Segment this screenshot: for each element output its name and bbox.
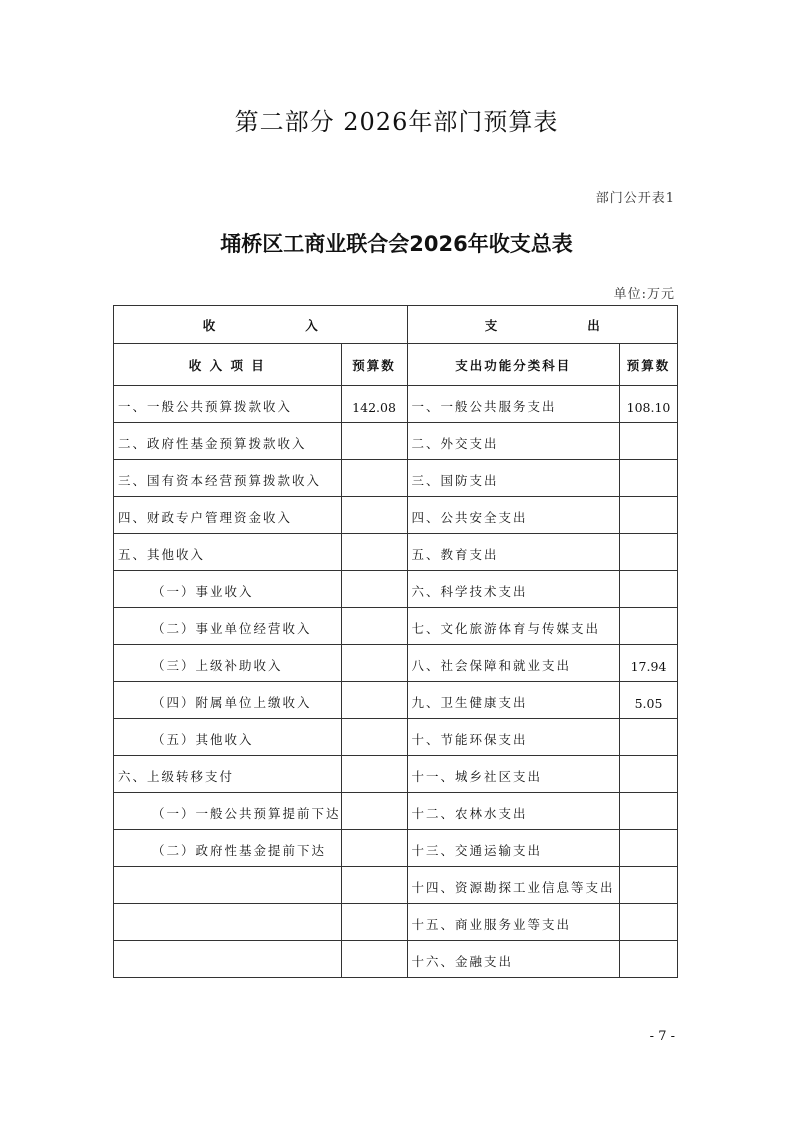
income-section-header — [114, 306, 408, 344]
income-amount-cell — [341, 571, 407, 608]
expense-amount-cell — [620, 571, 678, 608]
income-item-cell: （一）事业收入 — [114, 571, 342, 608]
expense-item-cell: 一、一般公共服务支出 — [407, 386, 620, 423]
expense-amount-cell — [620, 608, 678, 645]
expense-item-cell: 二、外交支出 — [407, 423, 620, 460]
expense-amount-cell: 5.05 — [620, 682, 678, 719]
income-amount-cell — [341, 534, 407, 571]
income-item-cell: （二）事业单位经营收入 — [114, 608, 342, 645]
expense-item-cell: 九、卫生健康支出 — [407, 682, 620, 719]
income-item-cell: （一）一般公共预算提前下达 — [114, 793, 342, 830]
income-header-char: 收 — [202, 317, 216, 333]
income-amount-cell — [341, 867, 407, 904]
table-row — [114, 867, 678, 904]
expense-amount-cell — [620, 867, 678, 904]
income-item-cell: 二、政府性基金预算拨款收入 — [114, 423, 342, 460]
income-item-cell: 三、国有资本经营预算拨款收入 — [114, 460, 342, 497]
table-row — [114, 645, 678, 682]
table-row — [114, 534, 678, 571]
table-row — [114, 682, 678, 719]
table-row — [114, 941, 678, 978]
income-amount-cell — [341, 423, 407, 460]
income-item-header: 收 入 项 目 — [114, 344, 342, 386]
income-amount-cell: 142.08 — [341, 386, 407, 423]
expense-item-cell: 六、科学技术支出 — [407, 571, 620, 608]
income-header-char: 入 — [305, 317, 318, 333]
expense-item-cell: 十六、金融支出 — [407, 941, 620, 978]
expense-amount-header: 预算数 — [620, 344, 678, 386]
income-item-cell: （四）附属单位上缴收入 — [114, 682, 342, 719]
expense-item-cell: 三、国防支出 — [407, 460, 620, 497]
expense-item-cell: 十二、农林水支出 — [407, 793, 620, 830]
income-amount-cell — [341, 830, 407, 867]
income-amount-cell — [341, 756, 407, 793]
expense-amount-cell — [620, 830, 678, 867]
income-item-cell: （三）上级补助收入 — [114, 645, 342, 682]
expense-amount-cell — [620, 793, 678, 830]
expense-amount-cell — [620, 904, 678, 941]
table-title: 埇桥区工商业联合会2026年收支总表 — [220, 232, 573, 256]
part-title: 第二部分 2026年部门预算表 — [234, 108, 559, 136]
header-row-columns — [114, 344, 678, 386]
table-row — [114, 793, 678, 830]
income-amount-cell — [341, 682, 407, 719]
table-row — [114, 460, 678, 497]
unit-label: 单位:万元 — [613, 287, 675, 302]
expense-item-cell: 七、文化旅游体育与传媒支出 — [407, 608, 620, 645]
income-amount-cell — [341, 608, 407, 645]
expense-header-char: 出 — [587, 317, 600, 333]
table-row — [114, 756, 678, 793]
income-amount-cell — [341, 904, 407, 941]
expense-amount-cell — [620, 719, 678, 756]
table-number: 部门公开表1 — [595, 191, 675, 206]
expense-item-cell: 五、教育支出 — [407, 534, 620, 571]
expense-item-header: 支出功能分类科目 — [407, 344, 620, 386]
expense-amount-cell — [620, 423, 678, 460]
expense-item-cell: 十五、商业服务业等支出 — [407, 904, 620, 941]
income-amount-cell — [341, 793, 407, 830]
page-number: - 7 - — [649, 1029, 675, 1044]
table-row — [114, 423, 678, 460]
table-row — [114, 608, 678, 645]
expense-amount-cell — [620, 460, 678, 497]
income-item-cell: 六、上级转移支付 — [114, 756, 342, 793]
header-row-sections — [114, 306, 678, 344]
expense-header-char: 支 — [484, 317, 498, 333]
table-row — [114, 386, 678, 423]
income-amount-cell — [341, 460, 407, 497]
expense-item-cell: 八、社会保障和就业支出 — [407, 645, 620, 682]
table-row — [114, 719, 678, 756]
income-item-cell: 一、一般公共预算拨款收入 — [114, 386, 342, 423]
income-amount-cell — [341, 497, 407, 534]
expense-item-cell: 十一、城乡社区支出 — [407, 756, 620, 793]
income-amount-cell — [341, 941, 407, 978]
expense-amount-cell — [620, 941, 678, 978]
expense-amount-cell — [620, 497, 678, 534]
expense-amount-cell — [620, 756, 678, 793]
table-row — [114, 571, 678, 608]
income-item-cell — [114, 941, 342, 978]
table-row — [114, 904, 678, 941]
income-item-cell: （五）其他收入 — [114, 719, 342, 756]
table-row — [114, 830, 678, 867]
expense-item-cell: 十三、交通运输支出 — [407, 830, 620, 867]
expense-item-cell: 十、节能环保支出 — [407, 719, 620, 756]
income-amount-header: 预算数 — [341, 344, 407, 386]
budget-table — [113, 305, 678, 978]
income-item-cell — [114, 867, 342, 904]
expense-item-cell: 四、公共安全支出 — [407, 497, 620, 534]
income-item-cell: 五、其他收入 — [114, 534, 342, 571]
expense-amount-cell: 17.94 — [620, 645, 678, 682]
income-item-cell: 四、财政专户管理资金收入 — [114, 497, 342, 534]
expense-section-header — [407, 306, 677, 344]
income-item-cell — [114, 904, 342, 941]
expense-amount-cell: 108.10 — [620, 386, 678, 423]
expense-amount-cell — [620, 534, 678, 571]
expense-item-cell: 十四、资源勘探工业信息等支出 — [407, 867, 620, 904]
income-item-cell: （二）政府性基金提前下达 — [114, 830, 342, 867]
table-row — [114, 497, 678, 534]
income-amount-cell — [341, 719, 407, 756]
income-amount-cell — [341, 645, 407, 682]
